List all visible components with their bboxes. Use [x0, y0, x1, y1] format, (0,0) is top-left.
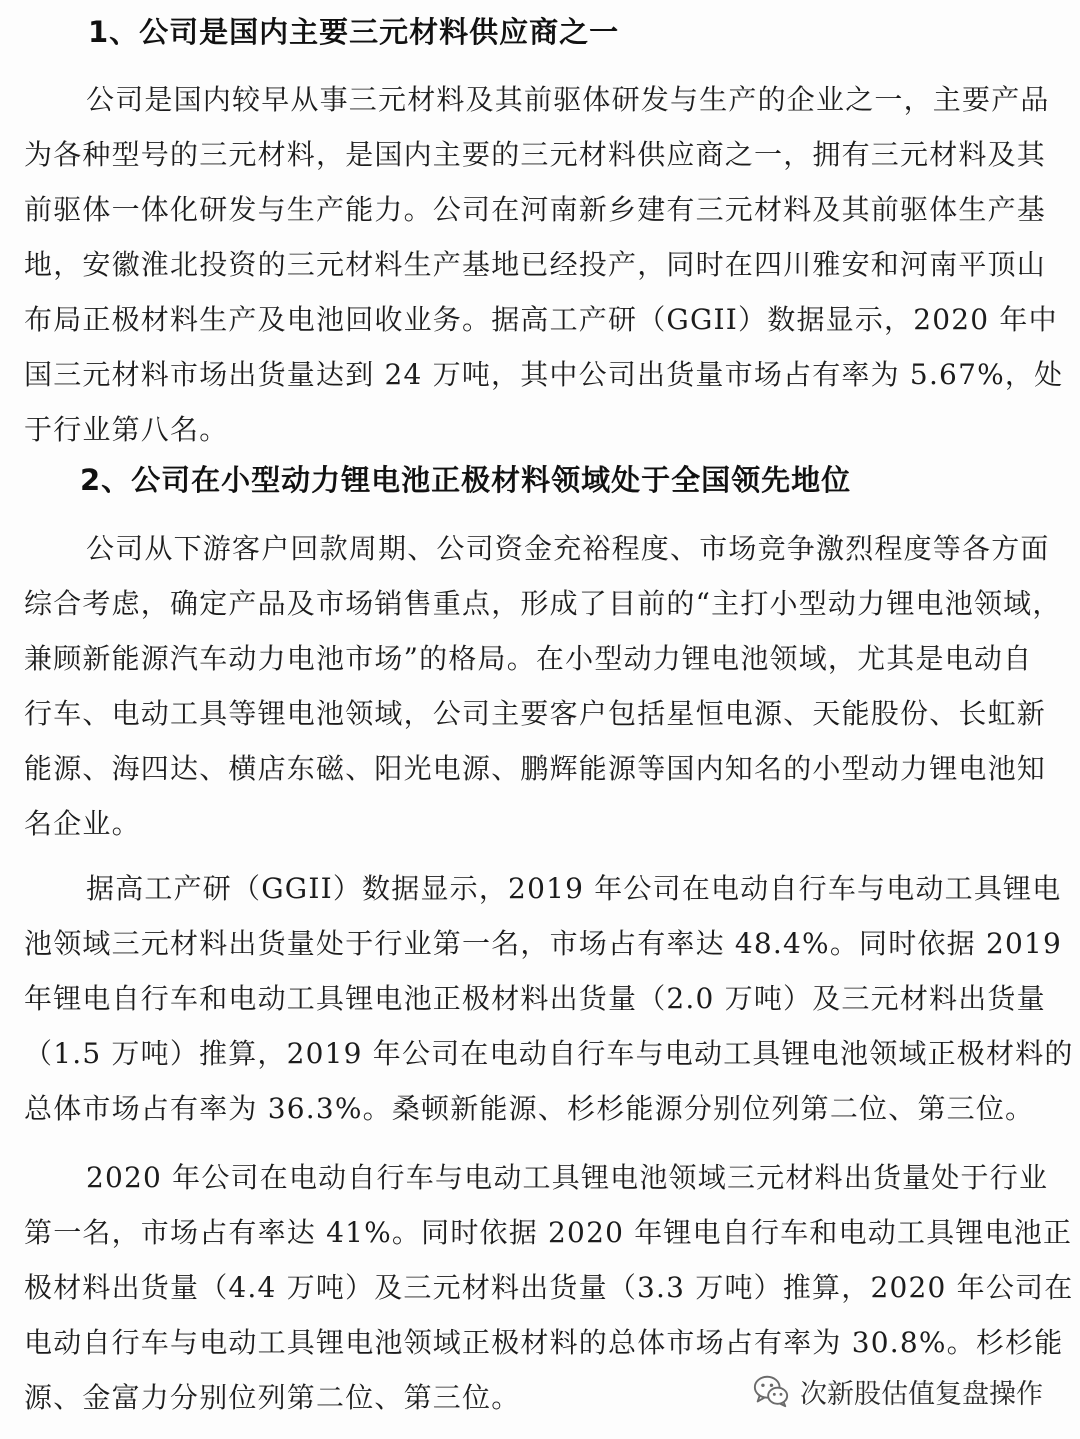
- paragraph-line: 公司是国内较早从事三元材料及其前驱体研发与生产的企业之一，主要产品: [86, 83, 1050, 116]
- wechat-icon: [752, 1372, 790, 1410]
- paragraph-2: [24, 521, 1062, 851]
- paragraph-line: 电动自行车与电动工具锂电池领域正极材料的总体市场占有率为 30.8%。杉杉能: [24, 1326, 1064, 1359]
- paragraph-line: 第一名，市场占有率达 41%。同时依据 2020 年锂电自行车和电动工具锂电池正: [24, 1216, 1073, 1249]
- paragraph-line: 布局正极材料生产及电池回收业务。据高工产研（GGII）数据显示，2020 年中: [24, 303, 1058, 336]
- paragraph-line: 国三元材料市场出货量达到 24 万吨，其中公司出货量市场占有率为 5.67%，处: [24, 358, 1064, 391]
- section-heading-1: 1、公司是国内主要三元材料供应商之一: [88, 15, 620, 49]
- paragraph-line: 为各种型号的三元材料，是国内主要的三元材料供应商之一，拥有三元材料及其: [24, 138, 1047, 171]
- paragraph-line: 公司从下游客户回款周期、公司资金充裕程度、市场竞争激烈程度等各方面: [86, 532, 1050, 565]
- watermark: [752, 1366, 1043, 1416]
- paragraph-line: 总体市场占有率为 36.3%。桑顿新能源、杉杉能源分别位列第二位、第三位。: [24, 1092, 1035, 1125]
- paragraph-1: [24, 72, 1064, 457]
- paragraph-line: 年锂电自行车和电动工具锂电池正极材料出货量（2.0 万吨）及三元材料出货量: [24, 982, 1046, 1015]
- paragraph-3: [24, 861, 1074, 1136]
- paragraph-line: 据高工产研（GGII）数据显示，2019 年公司在电动自行车与电动工具锂电: [86, 872, 1062, 905]
- paragraph-line: 源、金富力分别位列第二位、第三位。: [24, 1381, 521, 1414]
- paragraph-line: 兼顾新能源汽车动力电池市场”的格局。在小型动力锂电池领域，尤其是电动自: [24, 642, 1033, 675]
- paragraph-line: 名企业。: [24, 807, 141, 840]
- paragraph-line: （1.5 万吨）推算，2019 年公司在电动自行车与电动工具锂电池领域正极材料的: [24, 1037, 1074, 1070]
- paragraph-line: 极材料出货量（4.4 万吨）及三元材料出货量（3.3 万吨）推算，2020 年公司在: [24, 1271, 1074, 1304]
- paragraph-line: 前驱体一体化研发与生产能力。公司在河南新乡建有三元材料及其前驱体生产基: [24, 193, 1047, 226]
- watermark-text: 次新股估值复盘操作: [800, 1378, 1043, 1410]
- paragraph-line: 地，安徽淮北投资的三元材料生产基地已经投产，同时在四川雅安和河南平顶山: [24, 248, 1047, 281]
- paragraph-line: 行车、电动工具等锂电池领域，公司主要客户包括星恒电源、天能股份、长虹新: [24, 697, 1047, 730]
- paragraph-line: 池领域三元材料出货量处于行业第一名，市场占有率达 48.4%。同时依据 2019: [24, 927, 1063, 960]
- paragraph-line: 综合考虑，确定产品及市场销售重点，形成了目前的“主打小型动力锂电池领域，: [24, 587, 1062, 620]
- paragraph-line: 于行业第八名。: [24, 413, 229, 446]
- section-heading-2: 2、公司在小型动力锂电池正极材料领域处于全国领先地位: [80, 463, 852, 497]
- paragraph-line: 2020 年公司在电动自行车与电动工具锂电池领域三元材料出货量处于行业: [86, 1161, 1049, 1194]
- paragraph-line: 能源、海四达、横店东磁、阳光电源、鹏辉能源等国内知名的小型动力锂电池知: [24, 752, 1047, 785]
